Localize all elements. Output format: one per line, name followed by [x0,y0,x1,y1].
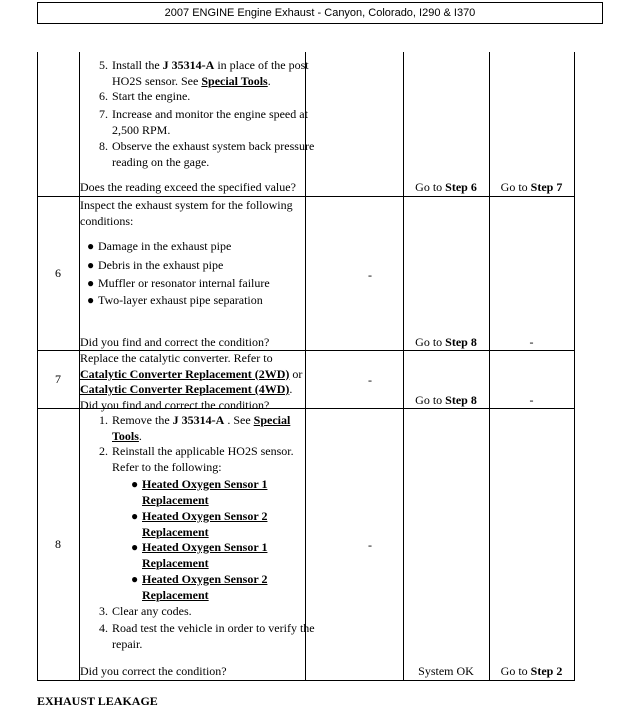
heated-oxygen-sensor-2-link[interactable]: Heated Oxygen Sensor 2 [142,509,268,523]
step2-link[interactable]: Step 2 [530,664,563,678]
step6-yes-result: Go to Step 8 [415,335,477,349]
heated-oxygen-sensor-1-link[interactable]: Heated Oxygen Sensor 1 [142,540,268,554]
step7-no-result: - [529,393,534,407]
step8-link[interactable]: Step 8 [445,393,477,407]
step8-link[interactable]: Step 8 [445,335,477,349]
table-border-left [37,52,38,681]
heated-oxygen-sensor-1-link[interactable]: Heated Oxygen Sensor 1 [142,477,268,491]
row-divider-5-6 [37,196,575,197]
step8-yes-result: System OK [418,664,474,678]
step6-no-result: - [529,335,534,349]
heated-oxygen-sensor-1-link[interactable]: Replacement [142,555,209,570]
step7-value: - [368,373,372,387]
step-number-7: 7 [55,372,61,386]
step-number-8: 8 [55,537,61,551]
step5-yes-result: Go to Step 6 [415,180,477,194]
table-border-bottom [37,680,575,681]
step5-question: Does the reading exceed the specified value? [80,180,296,194]
section-title: EXHAUST LEAKAGE [37,694,158,708]
step-number-6: 6 [55,266,61,280]
heated-oxygen-sensor-1-link[interactable]: Replacement [142,492,209,507]
page-header [37,2,603,24]
heated-oxygen-sensor-2-link[interactable]: Heated Oxygen Sensor 2 [142,572,268,586]
diagnostic-table: 5. Install the J 35314-A in place of the post HO2S sensor. See Special Tools. 6. Start the engine. 7. Increase and monitor the engine speed at 2,500 RPM. 8. Observe the exhaust system back pressure reading on the gage. Does the reading exceed the specified value? Go to Step 6 Go to Step 7 6 Inspect the exhaust system for the following conditions: ● Damage in the exhaust pipe ● Debris in the exhaust pipe ● Muffler or resonator internal failure ● Two-layer exhaust pipe separation - Did you find and correct the condition? Go to Step 8 - 7 Replace the catalytic converter. Refer to Catalytic Converter Replacement (2WD) or Catalytic Converter Replacement (4WD). Did you find and correct the condition? - Go to Step 8 - 8 1. Remove the J 35314-A . See Special Tools. 2. Reinstall the applicable HO2S sensor. Refer to the following: ● Heated Oxygen Sensor 1 Replacement ● Heated Oxygen Sensor 2 Replacement ● Heated Oxygen Sensor 1 Replacement ● Heated Oxygen Sensor 2 Replacement 3. Clear any codes. 4. Road test the vehicle in order to verify the repair. - Did you correct the condition? System OK Go to Step 2 [37,52,575,681]
special-tools-link[interactable]: Tools [112,428,139,443]
catalytic-converter-4wd-link[interactable]: Catalytic Converter Replacement (4WD) [80,382,290,396]
step6-value: - [368,268,372,282]
step8-question: Did you correct the condition? [80,664,227,678]
step5-no-result: Go to Step 7 [500,180,563,194]
step8-value: - [368,538,372,552]
step6-intro: Inspect the exhaust system for the following conditions: [80,198,293,228]
heated-oxygen-sensor-2-link[interactable]: Replacement [142,524,209,539]
special-tools-link[interactable]: Special Tools [201,73,268,88]
heated-oxygen-sensor-2-link[interactable]: Replacement [142,587,209,602]
step7-link[interactable]: Step 7 [530,180,563,194]
catalytic-converter-2wd-link[interactable]: Catalytic Converter Replacement (2WD) [80,366,290,381]
special-tools-link[interactable]: Special [253,413,291,427]
step6-question: Did you find and correct the condition? [80,335,270,349]
step7-text: Replace the catalytic converter. Refer to Catalytic Converter Replacement (2WD) or Catalytic Converter Replacement (4WD). Did you find and correct the condition? [80,351,303,412]
column-divider-yes [489,52,490,681]
table-border-right [574,52,575,681]
step7-yes-result: Go to Step 8 [415,393,477,407]
step6-link[interactable]: Step 6 [445,180,477,194]
header-title: 2007 ENGINE Engine Exhaust - Canyon, Colorado, I290 & I370 [164,7,476,19]
step8-no-result: Go to Step 2 [500,664,563,678]
column-divider-value [403,52,404,681]
